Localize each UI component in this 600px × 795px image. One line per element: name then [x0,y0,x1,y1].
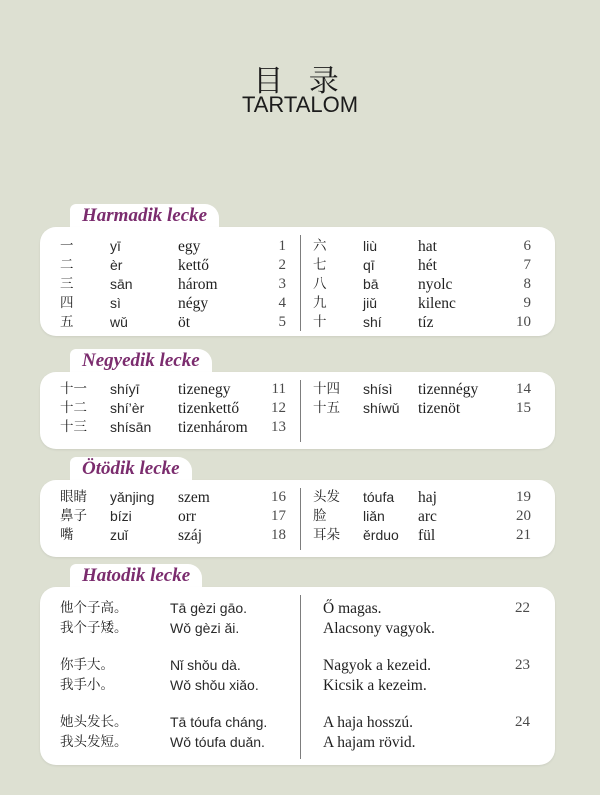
item-number: 7 [523,257,531,273]
item-number: 18 [271,527,286,543]
item-number: 19 [516,489,531,505]
vocab-row [313,313,533,332]
column-divider [300,235,301,331]
item-number: 15 [516,400,531,416]
hungarian-sentence: A hajam rövid. [323,734,416,751]
hungarian-word: haj [418,489,437,506]
pinyin: shí [363,314,382,330]
lesson-title: Negyedik lecke [70,349,212,373]
hungarian-word: hat [418,238,437,255]
hungarian-word: tizenhárom [178,419,248,436]
chinese-word: 一 [60,238,74,254]
sentence-row [40,733,555,752]
chinese-word: 三 [60,276,74,292]
sentence-row [40,656,555,675]
pinyin-sentence: Nǐ shǒu dà. [170,657,241,673]
hungarian-sentence: Alacsony vagyok. [323,620,435,637]
pinyin: èr [110,257,123,273]
item-number: 12 [271,400,286,416]
pinyin: yī [110,238,121,254]
chinese-word: 十四 [313,381,340,397]
vocab-row [313,507,533,526]
hungarian-word: tizenöt [418,400,461,417]
vocab-row [60,507,300,526]
sentence-row [40,713,555,732]
chinese-word: 十 [313,314,327,330]
item-number: 22 [515,600,530,616]
item-number: 9 [523,295,531,311]
item-number: 16 [271,489,286,505]
pinyin: zuǐ [110,527,128,543]
pinyin: liǎn [363,508,385,524]
item-number: 11 [271,381,286,397]
item-number: 6 [523,238,531,254]
vocab-row [60,275,300,294]
page-title: 目 录 [253,64,347,99]
vocab-row [60,237,300,256]
chinese-word: 六 [313,238,327,254]
pinyin: bā [363,276,379,292]
item-number: 13 [271,419,286,435]
lesson-title: Ötödik lecke [70,457,192,481]
column-divider [300,488,301,550]
hungarian-word: három [178,276,218,293]
lesson-title: Hatodik lecke [70,564,202,588]
pinyin: shíyī [110,381,140,397]
hungarian-word: arc [418,508,437,525]
chinese-word: 二 [60,257,74,273]
pinyin-sentence: Wǒ shǒu xiǎo. [170,677,259,693]
item-number: 17 [271,508,286,524]
chinese-word: 十二 [60,400,87,416]
chinese-sentence: 我手小。 [60,677,114,693]
vocab-row [313,237,533,256]
chinese-word: 四 [60,295,74,311]
pinyin: wǔ [110,314,128,330]
pinyin: sān [110,276,133,292]
vocab-row [313,294,533,313]
vocab-row [313,526,533,545]
chinese-word: 脸 [313,508,327,524]
sentence-row [40,619,555,638]
pinyin: bízi [110,508,132,524]
vocab-row [60,313,300,332]
chinese-sentence: 你手大。 [60,657,114,673]
pinyin: shíwǔ [363,400,400,416]
vocab-row [60,418,300,437]
chinese-sentence: 我个子矮。 [60,620,128,636]
item-number: 21 [516,527,531,543]
lesson-card [40,480,555,557]
chinese-sentence: 她头发长。 [60,714,128,730]
vocab-row [60,488,300,507]
chinese-word: 十五 [313,400,340,416]
column-divider [300,380,301,442]
pinyin: tóufa [363,489,395,505]
lesson-title: Harmadik lecke [70,204,219,228]
vocab-row [313,488,533,507]
hungarian-word: szem [178,489,210,506]
vocab-row [313,256,533,275]
lesson-section-5 [40,457,555,557]
vocab-row [313,380,533,399]
item-number: 24 [515,714,530,730]
hungarian-word: nyolc [418,276,453,293]
chinese-sentence: 我头发短。 [60,734,128,750]
lesson-card [40,227,555,336]
item-number: 23 [515,657,530,673]
chinese-sentence: 他个子高。 [60,600,128,616]
hungarian-sentence: Nagyok a kezeid. [323,657,432,674]
item-number: 14 [516,381,531,397]
sentence-row [40,676,555,695]
chinese-word: 十三 [60,419,87,435]
hungarian-sentence: A haja hosszú. [323,714,413,731]
pinyin: shísān [110,419,152,435]
hungarian-word: négy [178,295,209,312]
pinyin: yǎnjing [110,489,155,505]
item-number: 5 [278,314,286,330]
chinese-word: 十一 [60,381,87,397]
vocab-row [60,294,300,313]
hungarian-word: egy [178,238,201,255]
pinyin: sì [110,295,121,311]
chinese-word: 嘴 [60,527,74,543]
vocab-row [60,526,300,545]
pinyin-sentence: Wǒ tóufa duǎn. [170,734,265,750]
hungarian-word: száj [178,527,203,544]
hungarian-word: tizenegy [178,381,231,398]
vocab-row [60,380,300,399]
lesson-section-3 [40,204,555,336]
page-subtitle: TARTALOM [241,92,359,117]
lesson-card [40,587,555,765]
hungarian-word: kilenc [418,295,456,312]
chinese-word: 头发 [313,489,340,505]
chinese-word: 五 [60,314,74,330]
item-number: 4 [278,295,286,311]
hungarian-sentence: Ő magas. [323,600,382,617]
item-number: 2 [278,257,286,273]
item-number: 10 [516,314,531,330]
vocab-row [313,399,533,418]
pinyin: ěrduo [363,527,399,543]
chinese-word: 七 [313,257,327,273]
chinese-word: 八 [313,276,327,292]
chinese-word: 鼻子 [60,508,87,524]
hungarian-word: kettő [178,257,209,274]
pinyin-sentence: Tā tóufa cháng. [170,714,268,730]
pinyin: liù [363,238,378,254]
hungarian-word: tizennégy [418,381,479,398]
pinyin: jiǔ [363,295,378,311]
hungarian-word: tíz [418,314,434,331]
item-number: 3 [278,276,286,292]
lesson-section-4 [40,349,555,449]
hungarian-word: orr [178,508,197,525]
pinyin-sentence: Tā gèzi gāo. [170,600,248,616]
pinyin: qī [363,257,375,273]
hungarian-word: fül [418,527,436,544]
sentence-row [40,599,555,618]
hungarian-word: hét [418,257,437,274]
chinese-word: 耳朵 [313,527,340,543]
item-number: 20 [516,508,531,524]
hungarian-sentence: Kicsik a kezeim. [323,677,427,694]
item-number: 1 [278,238,286,254]
pinyin: shí’èr [110,400,145,416]
item-number: 8 [523,276,531,292]
vocab-row [313,275,533,294]
vocab-row [60,399,300,418]
chinese-word: 九 [313,295,327,311]
lesson-card [40,372,555,449]
hungarian-word: tizenkettő [178,400,240,417]
hungarian-word: öt [178,314,191,331]
lesson-section-6 [40,564,555,765]
chinese-word: 眼睛 [60,489,87,505]
pinyin-sentence: Wǒ gèzi ǎi. [170,620,240,636]
pinyin: shísì [363,381,393,397]
vocab-row [60,256,300,275]
